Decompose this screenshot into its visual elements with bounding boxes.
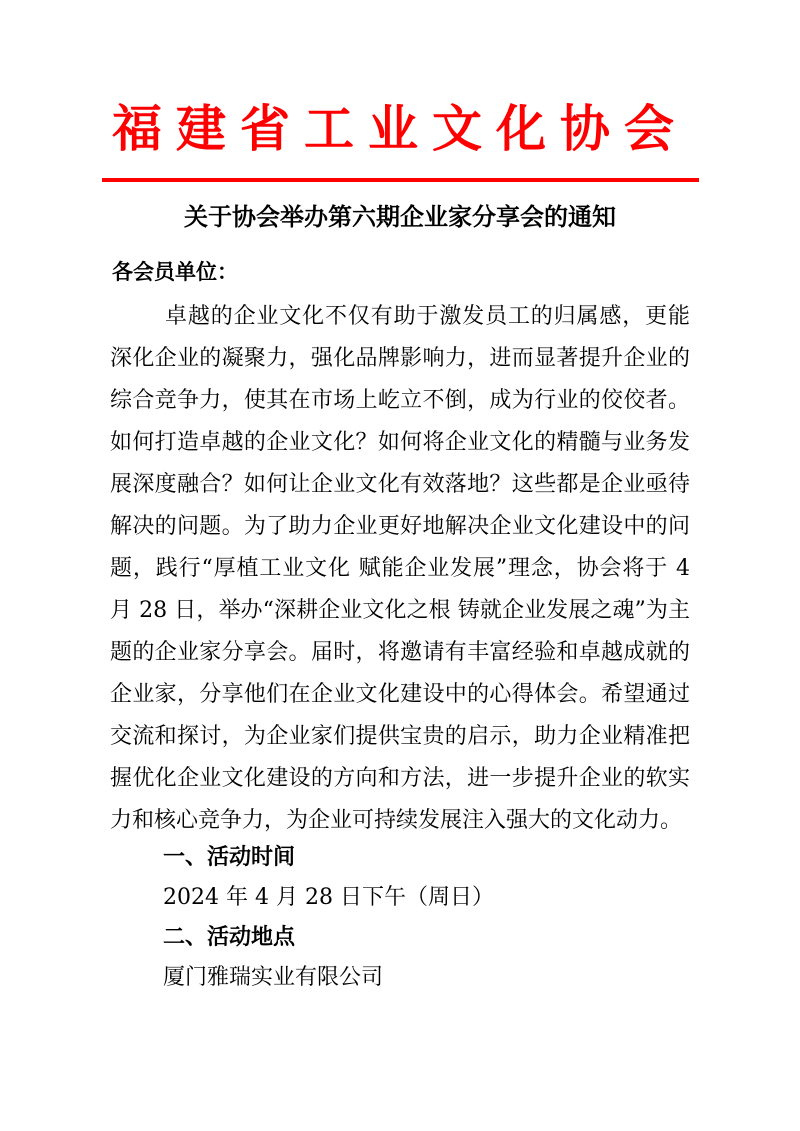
section-1-content: 2024 年 4 月 28 日下午（周日） [163, 884, 494, 910]
section-2-heading: 二、活动地点 [163, 924, 296, 950]
body-paragraph: 卓越的企业文化不仅有助于激发员工的归属感，更能深化企业的凝聚力，强化品牌影响力，进而显著提升企业的综合竞争力，使其在市场上屹立不倒，成为行业的佼佼者。如何打造卓越的企业文化？如何将企业文化的精髓与业务发展深度融合？如何让企业文化有效落地？这些都是企业亟待解决的问题。为了助力企业更好地解决企业文化建设中的问题，践行“厚植工业文化 赋能企业发展”理念，协会将于 4 月 28 日，举办“深耕企业文化之根 铸就企业发展之魂”为主题的企业家分享会。届时，将邀请有丰富经验和卓越成就的企业家，分享他们在企业文化建设中的心得体会。希望通过交流和探讨，为企业家们提供宝贵的启示，助力企业精准把握优化企业文化建设的方向和方法，进一步提升企业的软实力和核心竞争力，为企业可持续发展注入强大的文化动力。 [110, 303, 690, 833]
document-title: 关于协会举办第六期企业家分享会的通知 [184, 201, 616, 231]
salutation: 各会员单位： [112, 259, 238, 284]
section-2-content: 厦门雅瑞实业有限公司 [163, 964, 384, 990]
letterhead-org-name: 福建省工业文化协会 [112, 99, 688, 158]
letterhead-rule [102, 178, 699, 182]
letterhead [0, 0, 800, 182]
section-1-heading: 一、活动时间 [163, 844, 296, 870]
sections-list [0, 838, 800, 998]
notice-body [0, 202, 800, 998]
